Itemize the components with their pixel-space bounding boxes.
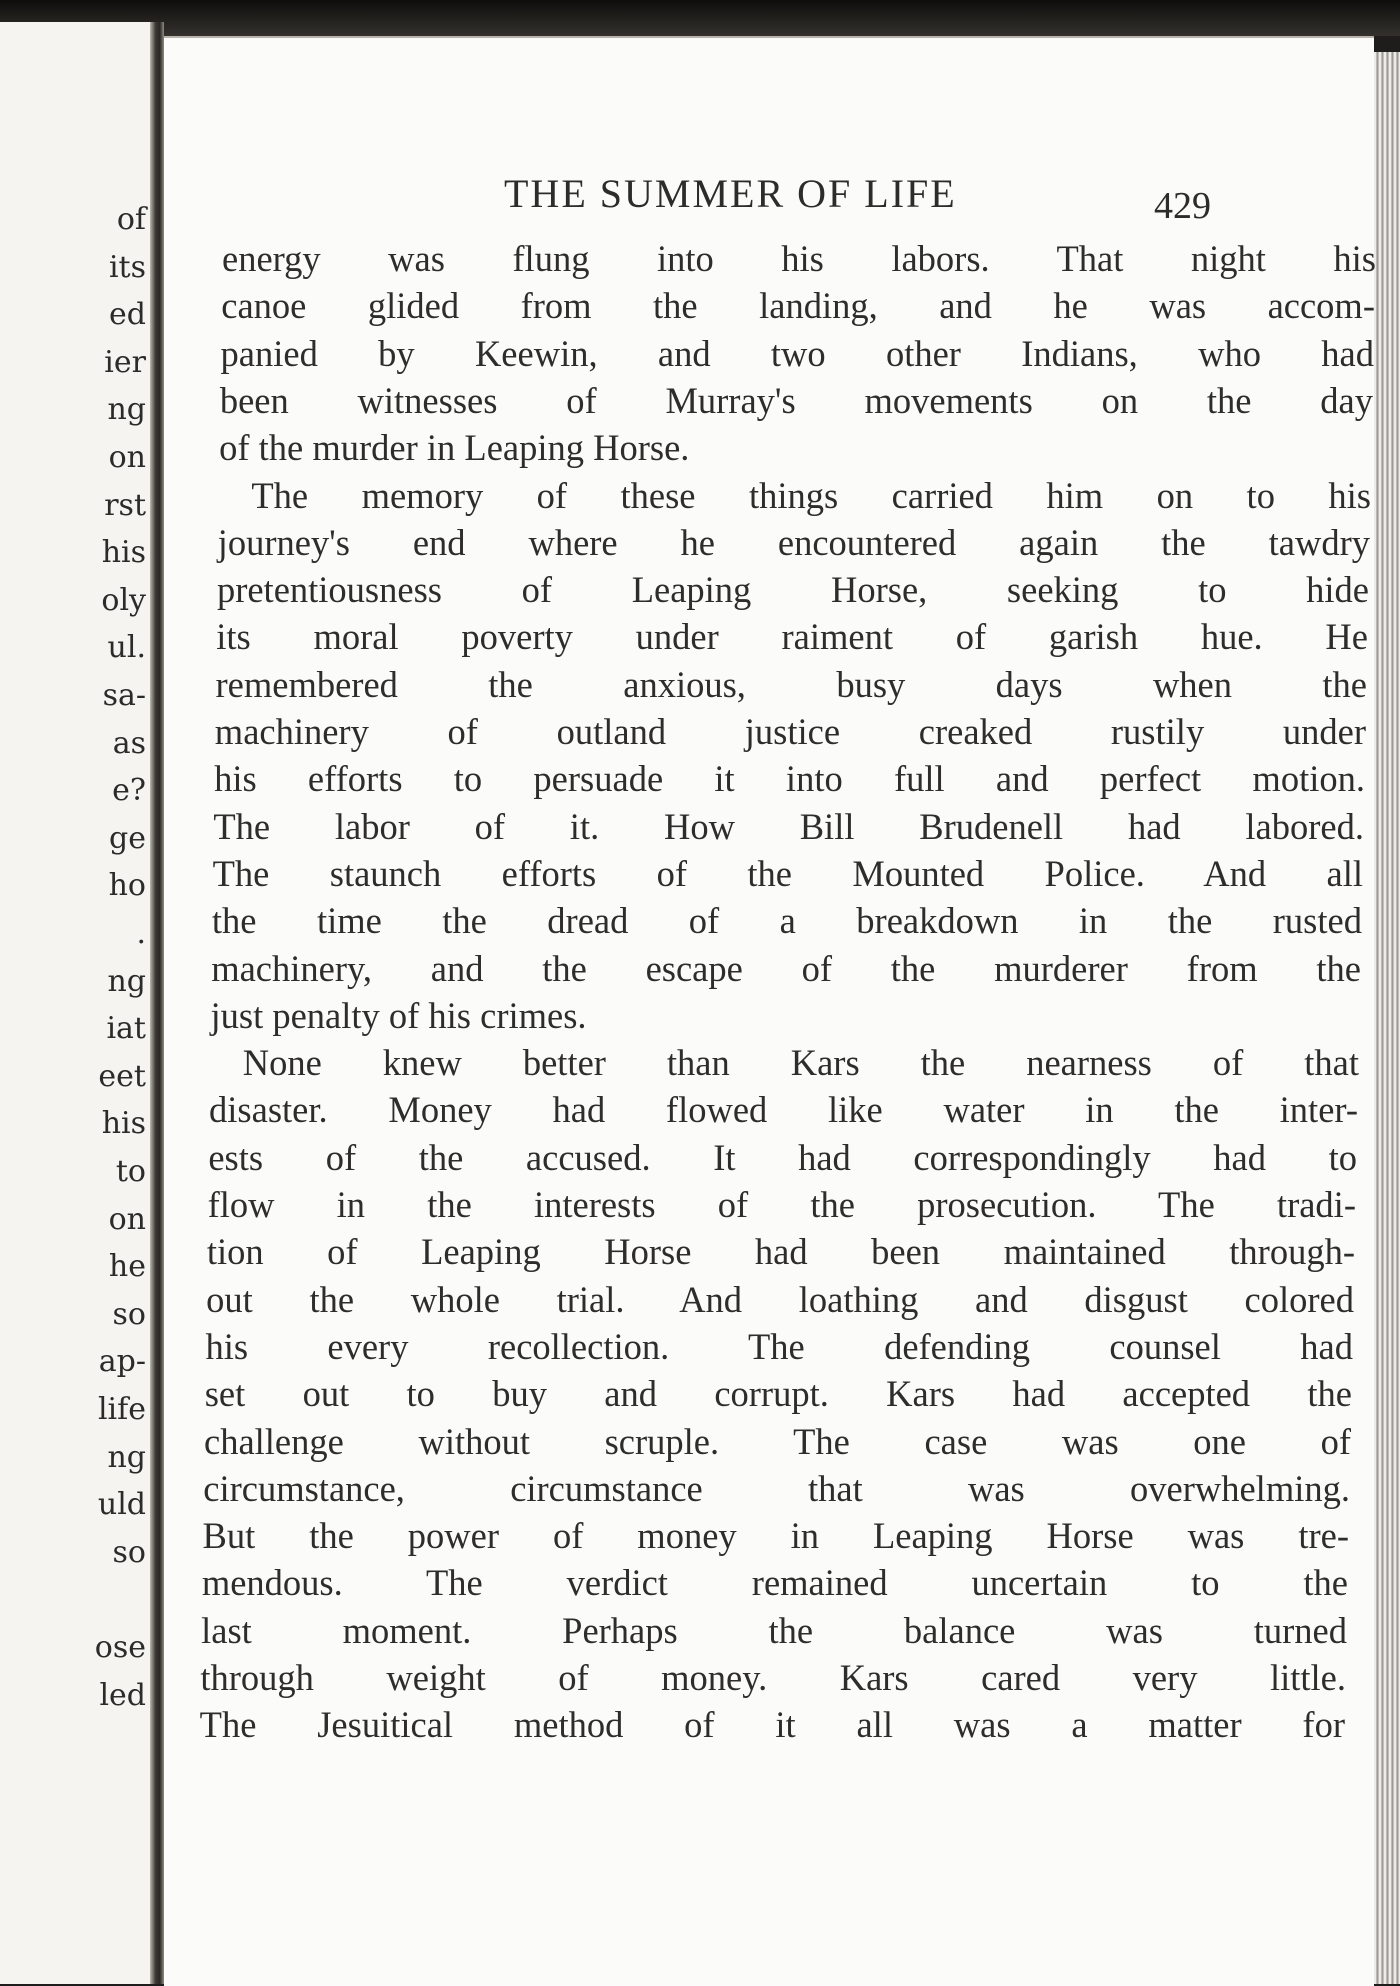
left-page-fragment: his: [101, 535, 146, 571]
left-page-fragment: ose: [94, 1630, 146, 1665]
text-line: But the power of money in Leaping Horse was tre-: [202, 1515, 1349, 1557]
text-line: flow in the interests of the prosecution. The tradi-: [207, 1184, 1356, 1225]
text-line: panied by Keewin, and two other Indians, who had: [220, 332, 1374, 374]
text-line: None knew better than Kars the nearness of that: [242, 1042, 1359, 1084]
text-line: his efforts to persuade it into full and perfect motion.: [214, 758, 1365, 800]
left-page-fragment: ul.: [107, 630, 146, 666]
text-line: of the murder in Leaping Horse.: [219, 427, 690, 469]
scan-top-edge: [0, 0, 1400, 36]
running-head: THE SUMMER OF LIFE: [504, 171, 957, 216]
left-page-fragment: ng: [107, 392, 146, 428]
left-page-fragment: he: [108, 1249, 146, 1285]
left-page-fragment: oly: [101, 582, 146, 618]
left-page-fragment: his: [101, 1106, 146, 1142]
left-page-fragment: eet: [98, 1058, 146, 1094]
left-page-fragment: ng: [107, 1439, 146, 1475]
page-number: 429: [1154, 185, 1211, 227]
text-line: the time the dread of a breakdown in the rusted: [211, 900, 1362, 942]
text-line: mendous. The verdict remained uncertain to the: [201, 1562, 1348, 1604]
left-page-fragment: on: [108, 1201, 146, 1237]
left-page: [0, 22, 158, 1984]
left-page-fragment: ng: [107, 963, 146, 999]
text-line: set out to buy and corrupt. Kars had accepted the: [204, 1373, 1352, 1415]
left-page-fragment: ho: [108, 868, 146, 904]
left-page-fragment: led: [99, 1677, 146, 1713]
left-page-fragment: rst: [104, 487, 146, 523]
left-page-fragment: ed: [109, 297, 146, 333]
text-line: disaster. Money had flowed like water in the inter-: [209, 1089, 1358, 1131]
text-line: last moment. Perhaps the balance was turned: [201, 1609, 1347, 1651]
text-line: out the whole trial. And loathing and disgust colored: [206, 1278, 1354, 1320]
text-line: challenge without scruple. The case was one of: [204, 1420, 1351, 1462]
page-header: [164, 158, 1374, 228]
left-page-fragment: to: [115, 1154, 146, 1189]
text-line: machinery of outland justice creaked rustily under: [214, 711, 1366, 752]
page-edges: [1374, 52, 1400, 1984]
text-line: The Jesuitical method of it all was a matter for: [199, 1704, 1345, 1746]
text-line: circumstance, circumstance that was overwhelming.: [203, 1467, 1350, 1509]
text-line: The staunch efforts of the Mounted Police. And all: [212, 852, 1363, 894]
text-line: pretentiousness of Leaping Horse, seeking to hide: [216, 569, 1369, 611]
text-line: energy was flung into his labors. That night his: [222, 238, 1376, 279]
text-line: remembered the anxious, busy days when the: [215, 663, 1367, 705]
left-page-fragment: on: [108, 440, 146, 475]
left-page-fragment: .: [136, 916, 146, 951]
text-line: canoe glided from the landing, and he was accom-: [221, 285, 1375, 327]
text-line: through weight of money. Kars cared very little.: [200, 1657, 1346, 1698]
left-page-fragment: so: [112, 1296, 146, 1332]
left-page-fragment: its: [108, 249, 146, 285]
text-line: machinery, and the escape of the murderer from the: [211, 947, 1361, 989]
left-page-fragment: uld: [97, 1487, 146, 1523]
text-line: The memory of these things carried him on to his: [251, 474, 1371, 516]
left-page-fragment: e?: [112, 773, 146, 809]
text-line: been witnesses of Murray's movements on the day: [219, 379, 1373, 421]
book-gutter: [150, 22, 164, 1984]
left-page-fragment: so: [112, 1534, 146, 1570]
left-page-fragment: life: [97, 1392, 146, 1427]
left-page-fragment: sa-: [102, 678, 146, 713]
left-page-fragment: iat: [106, 1011, 146, 1047]
left-page-fragment: ap-: [98, 1344, 146, 1380]
left-page-fragment: as: [112, 725, 146, 761]
left-page-fragment: of: [116, 202, 146, 237]
text-line: his every recollection. The defending counsel had: [205, 1325, 1353, 1367]
text-line: just penalty of his crimes.: [210, 994, 587, 1036]
text-line: its moral poverty under raiment of garish hue. He: [216, 616, 1368, 658]
text-line: tion of Leaping Horse had been maintained through-: [206, 1231, 1355, 1273]
left-page-fragment: ge: [109, 820, 146, 856]
left-page-fragment: ier: [104, 344, 146, 380]
text-line: journey's end where he encountered again the tawdry: [217, 521, 1370, 563]
text-line: The labor of it. How Bill Brudenell had labored.: [213, 805, 1364, 847]
text-line: ests of the accused. It had correspondingly had to: [208, 1136, 1357, 1178]
